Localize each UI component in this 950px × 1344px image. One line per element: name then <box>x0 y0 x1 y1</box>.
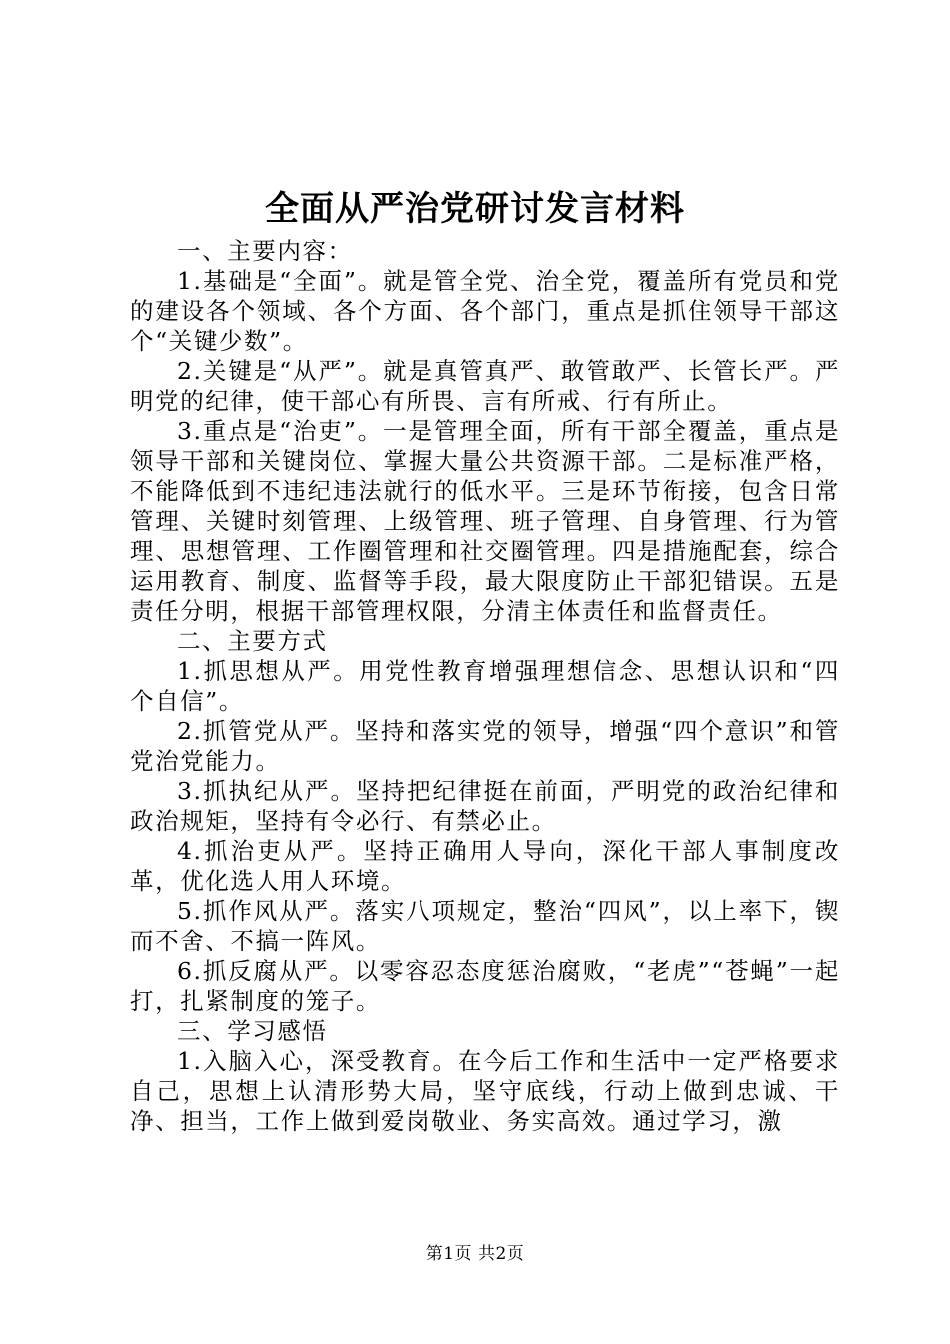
document-body <box>130 236 840 1136</box>
document-title: 全面从严治党研讨发言材料 <box>265 189 685 229</box>
paragraph: 1.抓思想从严。用党性教育增强理想信念、思想认识和“四个自信”。 <box>130 657 840 715</box>
paragraph: 6.抓反腐从严。以零容忍态度惩治腐败，“老虎”“苍蝇”一起打，扎紧制度的笼子。 <box>130 957 840 1015</box>
paragraph: 3.重点是“治吏”。一是管理全面，所有干部全覆盖，重点是领导干部和关键岗位、掌握大量公共资源干部。二是标准严格，不能降低到不违纪违法就行的低水平。三是环节衔接，包含日常管理、关键时刻管理、上级管理、班子管理、自身管理、行为管理、思想管理、工作圈管理和社交圈管理。四是措施配套，综合运用教育、制度、监督等手段，最大限度防止干部犯错误。五是责任分明，根据干部管理权限，分清主体责任和监督责任。 <box>130 417 840 625</box>
page-number: 第1页 共2页 <box>425 1244 525 1264</box>
paragraph: 3.抓执纪从严。坚持把纪律挺在前面，严明党的政治纪律和政治规矩，坚持有令必行、有禁必止。 <box>130 777 840 835</box>
paragraph: 2.关键是“从严”。就是真管真严、敢管敢严、长管长严。严明党的纪律，使干部心有所畏、言有所戒、行有所止。 <box>130 357 840 415</box>
paragraph: 5.抓作风从严。落实八项规定，整治“四风”，以上率下，锲而不舍、不搞一阵风。 <box>130 897 840 955</box>
paragraph: 2.抓管党从严。坚持和落实党的领导，增强“四个意识”和管党治党能力。 <box>130 717 840 775</box>
section-heading-learning-insights: 三、学习感悟 <box>177 1017 328 1045</box>
paragraph: 4.抓治吏从严。坚持正确用人导向，深化干部人事制度改革，优化选人用人环境。 <box>130 837 840 895</box>
paragraph: 1.基础是“全面”。就是管全党、治全党，覆盖所有党员和党的建设各个领域、各个方面、各个部门，重点是抓住领导干部这个“关键少数”。 <box>130 267 840 355</box>
section-heading-main-content: 一、主要内容： <box>177 237 353 265</box>
section-heading-main-methods: 二、主要方式 <box>177 627 328 655</box>
paragraph: 1.入脑入心，深受教育。在今后工作和生活中一定严格要求自己，思想上认清形势大局，坚守底线，行动上做到忠诚、干净、担当，工作上做到爱岗敬业、务实高效。通过学习，激 <box>130 1047 840 1135</box>
